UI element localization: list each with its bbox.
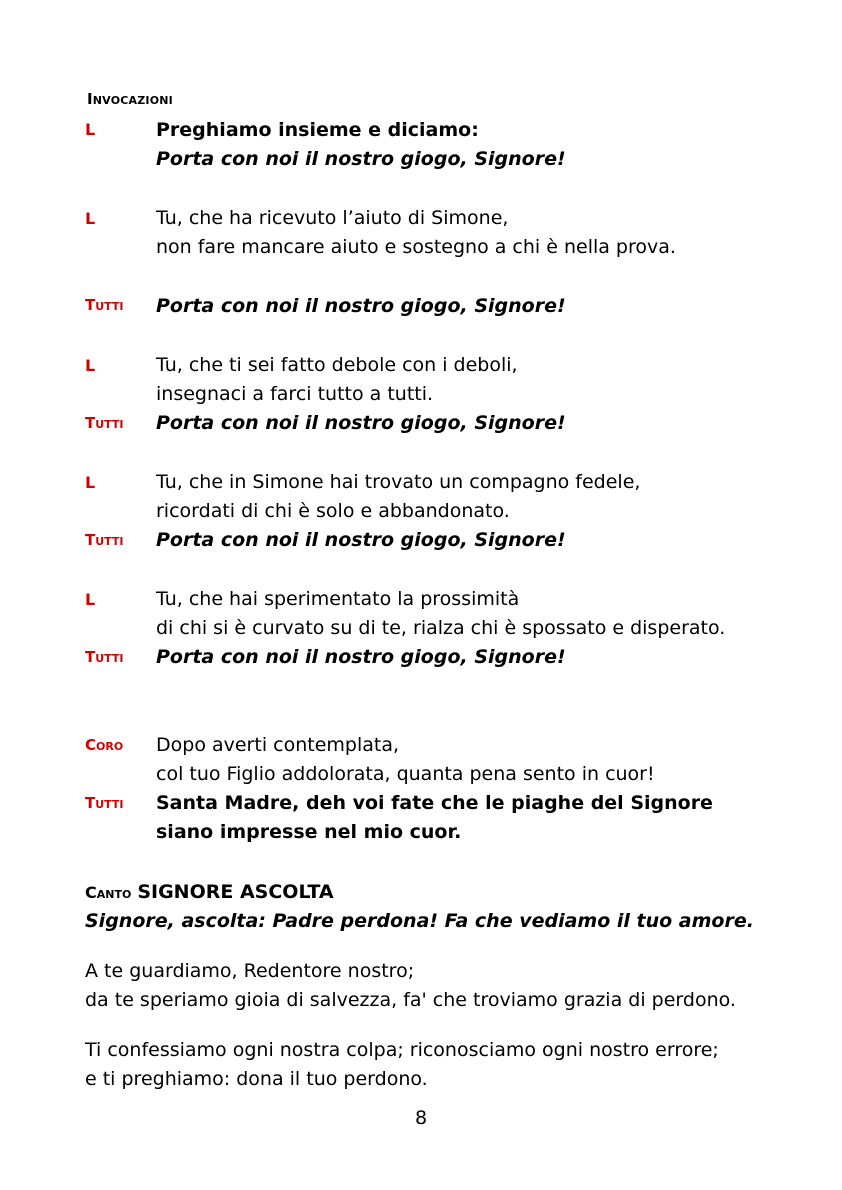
canto-verse-line: da te speriamo gioia di salvezza, fa' che troviamo grazia di perdono.: [85, 989, 736, 1011]
canto-verse-line: e ti preghiamo: dona il tuo perdono.: [85, 1068, 428, 1090]
role-all: Tutti: [85, 648, 124, 666]
canto-verse-line: A te guardiamo, Redentore nostro;: [85, 960, 415, 982]
role-lector: L: [85, 590, 96, 609]
opening-response: Porta con noi il nostro giogo, Signore!: [156, 148, 566, 170]
invocation-line: Tu, che in Simone hai trovato un compagno fedele,: [156, 471, 641, 493]
opening-line: Preghiamo insieme e diciamo:: [156, 119, 479, 141]
role-lector: L: [85, 120, 96, 139]
response-line: Porta con noi il nostro giogo, Signore!: [156, 412, 566, 434]
role-all: Tutti: [85, 794, 124, 812]
role-all: Tutti: [85, 414, 124, 432]
canto-verse-line: Ti confessiamo ogni nostra colpa; riconosciamo ogni nostro errore;: [85, 1039, 719, 1061]
all-line: siano impresse nel mio cuor.: [156, 821, 462, 843]
canto-heading: [85, 880, 334, 905]
role-all: Tutti: [85, 296, 124, 314]
role-lector: L: [85, 356, 96, 375]
invocation-line: insegnaci a farci tutto a tutti.: [156, 383, 434, 405]
invocation-line: ricordati di chi è solo e abbandonato.: [156, 500, 510, 522]
invocation-line: Tu, che hai sperimentato la prossimità: [156, 588, 520, 610]
invocation-line: Tu, che ha ricevuto l’aiuto di Simone,: [156, 207, 509, 229]
role-lector: L: [85, 473, 96, 492]
section-heading: Invocazioni: [87, 90, 173, 108]
choir-line: Dopo averti contemplata,: [156, 734, 400, 756]
role-lector: L: [85, 209, 96, 228]
invocation-line: di chi si è curvato su di te, rialza chi è spossato e disperato.: [156, 617, 726, 639]
page-number: 8: [414, 1107, 428, 1129]
response-line: Porta con noi il nostro giogo, Signore!: [156, 295, 566, 317]
all-line: Santa Madre, deh voi fate che le piaghe del Signore: [156, 792, 713, 814]
role-all: Tutti: [85, 531, 124, 549]
response-line: Porta con noi il nostro giogo, Signore!: [156, 529, 566, 551]
invocation-line: Tu, che ti sei fatto debole con i deboli,: [156, 354, 518, 376]
canto-title: SIGNORE ASCOLTA: [137, 881, 334, 903]
canto-refrain: Signore, ascolta: Padre perdona! Fa che vediamo il tuo amore.: [85, 910, 754, 932]
role-choir: Coro: [85, 736, 124, 754]
invocation-line: non fare mancare aiuto e sostegno a chi è nella prova.: [156, 236, 676, 258]
canto-label: Canto: [85, 883, 132, 902]
choir-line: col tuo Figlio addolorata, quanta pena sento in cuor!: [156, 763, 655, 785]
response-line: Porta con noi il nostro giogo, Signore!: [156, 646, 566, 668]
